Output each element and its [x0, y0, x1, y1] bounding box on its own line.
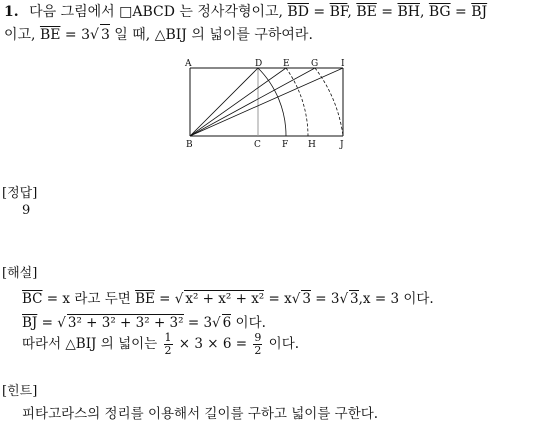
text: × 3 × 6 =: [174, 336, 252, 352]
radicand: 6: [222, 315, 232, 331]
segment-be: $\overline{BE}$: [135, 291, 155, 307]
sqrt-symbol: √: [174, 291, 184, 307]
segment-bg: $\overline{BG}$: [428, 4, 451, 20]
problem-text: 이고,: [4, 27, 40, 43]
line-bg: [190, 68, 315, 136]
hint-text: 피타고라스의 정리를 이용해서 길이를 구하고 넓이를 구한다.: [22, 406, 379, 422]
explanation-line-3: [22, 332, 299, 357]
hint-header: [힌트]: [2, 384, 38, 399]
radicand: 3: [100, 24, 110, 45]
radicand: x² + x² + x²: [185, 291, 265, 307]
problem-line-2: [4, 24, 313, 45]
comma: ,: [347, 4, 357, 20]
label-f: F: [282, 140, 289, 150]
fraction-nine-halves: [253, 332, 262, 357]
geometry-figure: [180, 56, 355, 151]
text: ,x = 3 이다.: [358, 291, 434, 307]
segment-be: $\overline{BE}$: [39, 27, 61, 43]
explanation-line-1: [22, 287, 434, 307]
problem-line-1: [4, 2, 487, 22]
radicand: 3: [302, 291, 311, 307]
sqrt-symbol: √: [57, 315, 66, 331]
label-b: B: [186, 140, 193, 150]
denominator: 2: [164, 344, 172, 357]
label-i: I: [341, 59, 345, 69]
text: =: [37, 315, 58, 331]
line-be: [190, 68, 286, 136]
segment-bj: $\overline{BJ}$: [22, 315, 38, 331]
answer-value: 9: [22, 203, 31, 218]
denominator: 2: [254, 344, 262, 357]
sqrt-symbol: √: [90, 27, 99, 43]
segment-bh: $\overline{BH}$: [397, 4, 420, 20]
equals: =: [450, 4, 472, 20]
segment-bc: $\overline{BC}$: [22, 291, 43, 307]
line-bd: [190, 68, 258, 136]
segment-bd: $\overline{BD}$: [287, 4, 309, 20]
text: 이다.: [231, 315, 266, 331]
answer-header: [정답]: [2, 186, 38, 201]
sqrt-symbol: √: [339, 291, 349, 307]
sqrt-symbol: √: [291, 291, 301, 307]
label-h: H: [308, 140, 316, 150]
sqrt-symbol: √: [212, 315, 221, 331]
text: =: [154, 291, 175, 307]
text: = 3: [183, 315, 213, 331]
text: 이다.: [264, 336, 300, 352]
problem-text: = 3: [60, 27, 91, 43]
text: 따라서 △BIJ 의 넓이는: [22, 336, 162, 352]
equals: =: [376, 4, 398, 20]
segment-bj: $\overline{BJ}$: [471, 4, 488, 20]
problem-text: 다음 그림에서 □ABCD 는 정사각형이고,: [29, 4, 288, 20]
numerator: 1: [164, 331, 172, 344]
label-c: C: [254, 140, 261, 150]
label-e: E: [283, 59, 290, 69]
problem-text: 일 때, △BIJ 의 넓이를 구하여라.: [109, 27, 313, 43]
label-j: J: [340, 140, 344, 150]
equals: =: [308, 4, 330, 20]
text: = x: [264, 291, 292, 307]
radicand: 3² + 3² + 3² + 3²: [67, 315, 184, 331]
radicand: 3: [350, 291, 359, 307]
explanation-header: [해설]: [2, 266, 38, 281]
fraction-one-half: [164, 332, 173, 357]
comma: ,: [419, 4, 429, 20]
label-a: A: [185, 59, 192, 69]
explanation-line-2: [22, 311, 266, 331]
text: = x 라고 두면: [42, 291, 136, 307]
problem-number: 1.: [4, 4, 19, 20]
label-g: G: [311, 59, 319, 69]
segment-bf: $\overline{BF}$: [329, 4, 348, 20]
text: = 3: [310, 291, 340, 307]
label-d: D: [255, 59, 263, 69]
segment-be: $\overline{BE}$: [356, 4, 377, 20]
numerator: 9: [254, 331, 262, 344]
